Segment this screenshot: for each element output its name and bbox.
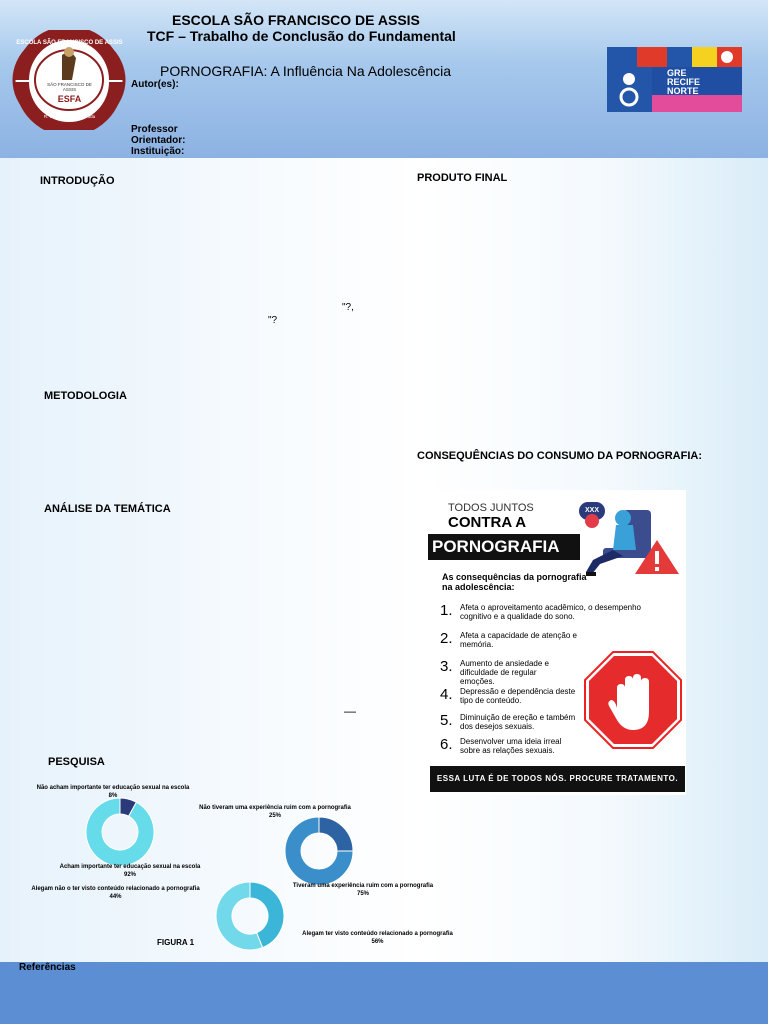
section-metodologia: METODOLOGIA: [44, 390, 127, 402]
stray-quote-1: "?,: [342, 302, 354, 313]
seal-ring-text: ESCOLA SÃO FRANCISCO DE ASSIS: [16, 40, 123, 46]
xxx-badge-text: XXX: [584, 507, 599, 514]
figure-caption: FIGURA 1: [157, 938, 195, 947]
section-introducao: INTRODUÇÃO: [40, 175, 115, 187]
gre-line3: NORTE: [667, 86, 699, 96]
chart2-value-a: 25%: [268, 813, 281, 819]
page-title: PORNOGRAFIA: A Influência Na Adolescência: [160, 63, 452, 79]
chart2-label-b: Tiveram uma experiência ruim com a pornografia: [292, 883, 434, 889]
poster-subtitle: As consequências da pornografia na adolescência:: [442, 572, 587, 592]
gre-line1: GRE: [667, 68, 687, 78]
chart2-value-b: 75%: [356, 891, 369, 897]
list-item-number: 5.: [440, 712, 453, 729]
donut-slice: [319, 817, 353, 851]
chart2-label-a: Não tiveram uma experiência ruim com a pornografia: [199, 805, 351, 811]
chart3-value-a: 44%: [109, 894, 122, 900]
seal-address: R. São Bento, 157 Arruda: [43, 114, 96, 119]
chart1-label-a: Não acham importante ter educação sexual na escola: [36, 785, 190, 791]
list-item-number: 3.: [440, 658, 453, 675]
section-consequencias: CONSEQUÊNCIAS DO CONSUMO DA PORNOGRAFIA:: [417, 450, 702, 462]
poster-middle-line: CONTRA A: [448, 514, 527, 531]
poster-footer-text: ESSA LUTA É DE TODOS NÓS. PROCURE TRATAMENTO.: [436, 774, 679, 783]
professor-label: Professor: [131, 124, 178, 135]
donut-chart-bad-experience: [285, 817, 353, 885]
section-pesquisa: PESQUISA: [48, 756, 105, 768]
list-item-number: 4.: [440, 686, 453, 703]
author-label: Autor(es):: [131, 79, 179, 90]
donut-chart-sex-education: [86, 798, 154, 866]
poster-banner-text: PORNOGRAFIA: [432, 537, 560, 556]
list-item-text: Afeta o aproveitamento acadêmico, o desempenho cognitivo e a qualidade do sono.: [460, 603, 642, 621]
school-name: ESCOLA SÃO FRANCISCO DE ASSIS: [172, 12, 420, 28]
list-item-text: Diminuição de ereção e também dos desejos sexuais.: [460, 713, 576, 731]
list-item-number: 1.: [440, 602, 453, 619]
chart3-value-b: 56%: [371, 939, 384, 945]
seal-inner-text: SÃO FRANCISCO DE ASSIS: [47, 82, 92, 92]
seal-acronym: ESFA: [57, 94, 82, 104]
stray-dash: —: [344, 704, 356, 718]
chart1-value-a: 8%: [108, 793, 118, 799]
footer-band: [0, 962, 768, 1024]
school-seal: [12, 30, 127, 130]
advisor-label: Orientador:: [131, 135, 186, 146]
stray-quote-2: "?: [268, 315, 278, 326]
chart3-label-b: Alegam ter visto conteúdo relacionado a pornografia: [302, 931, 453, 937]
poster-banner: [428, 534, 580, 560]
list-item-text: Aumento de ansiedade e dificuldade de regular emoções.: [460, 659, 549, 686]
gre-line2: RECIFE: [667, 77, 701, 87]
list-item-text: Desenvolver uma ideia irreal sobre as relações sexuais.: [460, 737, 562, 755]
share-icon: [585, 514, 599, 528]
chart3-label-a: Alegam não o ter visto conteúdo relacionado a pornografia: [31, 886, 200, 892]
list-item-number: 2.: [440, 630, 453, 647]
references-heading: Referências: [19, 962, 76, 973]
list-item-text: Afeta a capacidade de atenção e memória.: [460, 631, 577, 649]
donut-slice: [86, 798, 154, 866]
warning-icon: [633, 538, 681, 576]
list-item-number: 6.: [440, 736, 453, 753]
list-item-text: Depressão e dependência deste tipo de conteúdo.: [460, 687, 576, 705]
stop-hand-icon: [583, 650, 683, 750]
poster-top-line: TODOS JUNTOS: [448, 502, 534, 514]
chart1-value-b: 92%: [123, 872, 136, 878]
institution-label: Instituição:: [131, 146, 185, 157]
program-name: TCF – Trabalho de Conclusão do Fundamental: [147, 28, 456, 44]
gre-recife-norte-logo: [607, 47, 742, 112]
section-produto-final: PRODUTO FINAL: [417, 172, 508, 184]
section-analise: ANÁLISE DA TEMÁTICA: [44, 503, 171, 515]
chart1-label-b: Acham importante ter educação sexual na escola: [59, 864, 201, 870]
